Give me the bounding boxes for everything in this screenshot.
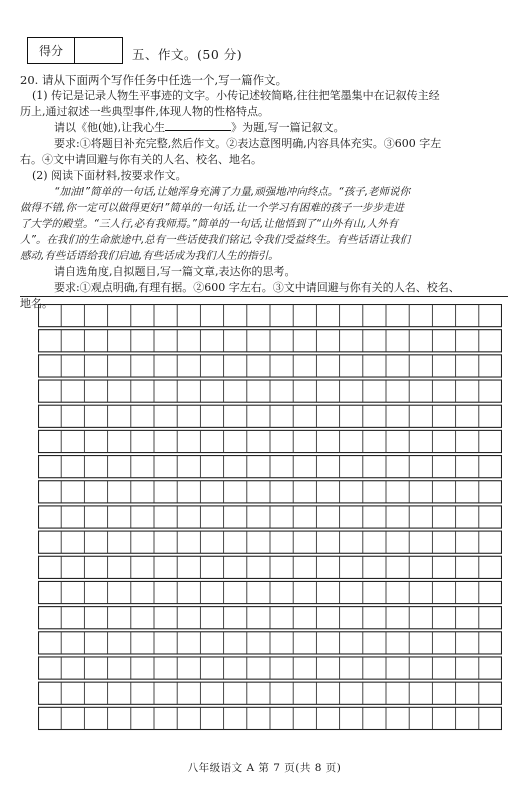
title-blank xyxy=(165,120,231,131)
score-box xyxy=(27,37,123,64)
task2-intro: (2) 阅读下面材料,按要求作文。 xyxy=(32,169,187,182)
material-line3: 了大学的殿堂。“三人行,必有我师焉。”简单的一句话,让他悟到了“山外有山,人外有 xyxy=(20,218,399,230)
score-blank-cell xyxy=(75,38,122,63)
task1-instruction xyxy=(20,120,508,136)
page-footer: 八年级语文 A 第 7 页(共 8 页) xyxy=(187,762,342,774)
grid-top-rule xyxy=(20,296,508,297)
task1-instruction-after: 》为题,写一篇记叙文。 xyxy=(231,121,345,134)
material-line5: 感动,有些话语给我们启迪,有些话成为我们人生的指引。 xyxy=(20,250,279,262)
task2-instruction: 请自选角度,自拟题目,写一篇文章,表达你的思考。 xyxy=(54,265,296,278)
task1-instruction-before: 请以《他(她),让我心生 xyxy=(54,121,166,134)
section-title: 五、作文。(50 分) xyxy=(132,47,243,62)
question-block xyxy=(20,72,508,312)
material-line1: “加油!”简单的一句话,让她浑身充满了力量,顽强地冲向终点。“孩子,老师说你 xyxy=(54,186,411,198)
question-prompt: 20. 请从下面两个写作任务中任选一个,写一篇作文。 xyxy=(20,73,288,87)
task2-req-line1: 要求:①观点明确,有理有据。②600 字左右。③文中请回避与你有关的人名、校名、 xyxy=(54,281,460,294)
task2-req-line2: 地名。 xyxy=(20,297,53,310)
material-line2: 做得不错,你一定可以做得更好!”简单的一句话,让一个学习有困难的孩子一步步走进 xyxy=(20,202,404,214)
task1-intro-line2: 历上,通过叙述一些典型事件,体现人物的性格特点。 xyxy=(20,105,269,118)
task1-req-line1: 要求:①将题目补充完整,然后作文。②表达意图明确,内容具体充实。③600 字左 xyxy=(54,137,442,150)
writing-grid-svg[interactable] xyxy=(38,304,502,732)
task1-req-line2: 右。④文中请回避与你有关的人名、校名、地名。 xyxy=(20,153,262,166)
writing-grid[interactable] xyxy=(38,304,502,732)
material-line4: 人”。在我们的生命旅途中,总有一些话使我们铭记,令我们受益终生。有些话语让我们 xyxy=(20,234,411,246)
task1-intro-line1: (1) 传记是记录人物生平事迹的文字。小传记述较简略,往往把笔墨集中在记叙传主经 xyxy=(32,89,440,102)
score-label: 得分 xyxy=(28,38,75,63)
